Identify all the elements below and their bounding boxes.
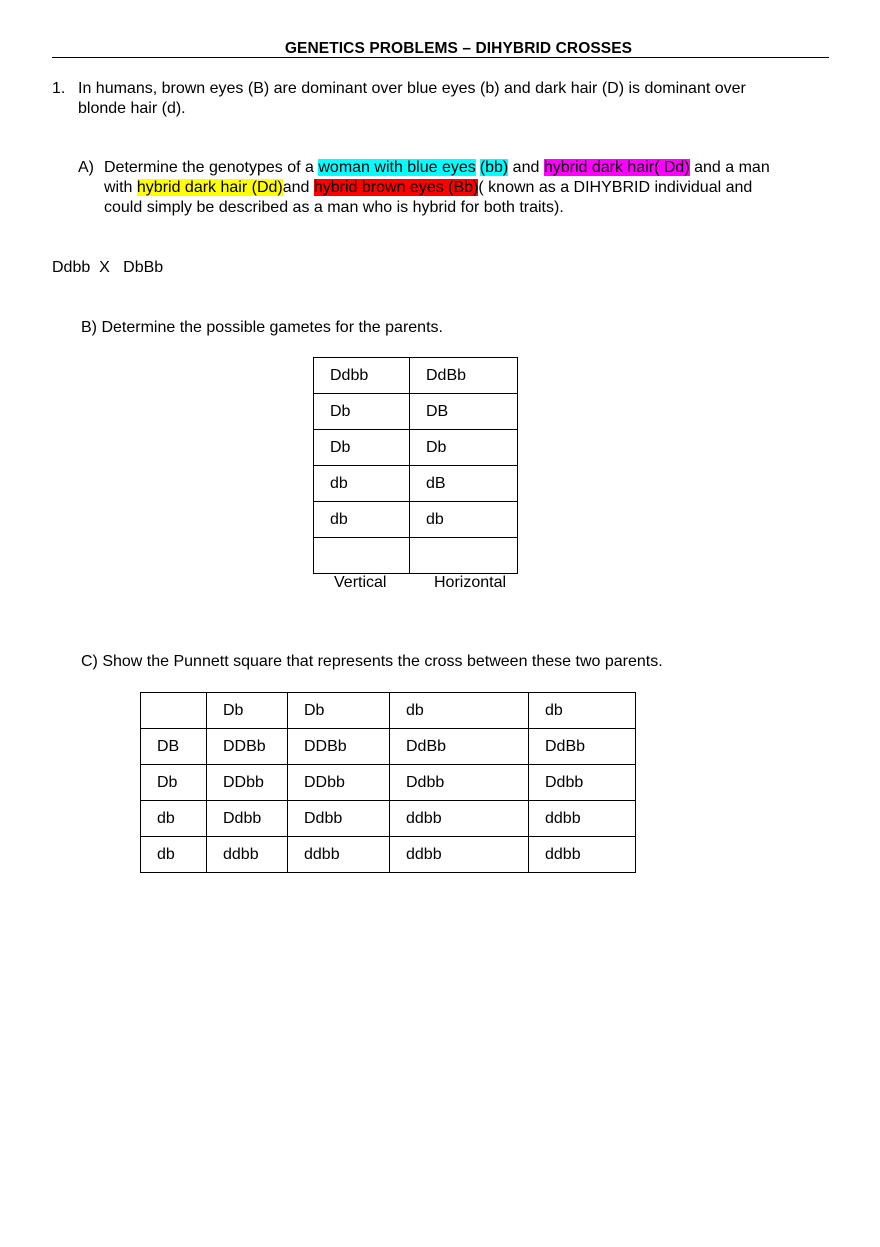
punnett-square-table (140, 692, 636, 873)
punnett-cell: DDBb (288, 729, 390, 765)
punnett-gamete-label: db (141, 837, 207, 873)
punnett-header-row (141, 693, 636, 729)
gametes-cell: db (314, 466, 410, 502)
gametes-cell: Db (314, 430, 410, 466)
gametes-cell: dB (410, 466, 518, 502)
gametes-cell: Db (314, 394, 410, 430)
punnett-cell: DDbb (288, 765, 390, 801)
part-a-text: and a man (689, 159, 770, 176)
cross-answer: Ddbb X DbBb (52, 259, 164, 276)
gametes-cell: db (314, 502, 410, 538)
part-a-text: and (508, 159, 544, 176)
punnett-cell: Ddbb (529, 765, 636, 801)
punnett-cell: ddbb (207, 837, 288, 873)
gametes-row (314, 430, 518, 466)
part-a-text: Determine the genotypes of a (104, 159, 319, 176)
gametes-row (314, 358, 518, 394)
part-a-label: A) (78, 159, 94, 176)
punnett-gamete-label: DB (141, 729, 207, 765)
punnett-cell: ddbb (390, 837, 529, 873)
punnett-gamete-label (141, 693, 207, 729)
punnett-gamete-label: Db (288, 693, 390, 729)
punnett-gamete-label: db (529, 693, 636, 729)
question-text-line-1: In humans, brown eyes (B) are dominant over blue eyes (b) and dark hair (D) is dominant over (78, 80, 746, 97)
highlight-man-hybrid-brown-eyes: hybrid brown eyes (Bb) (313, 179, 479, 196)
punnett-row (141, 801, 636, 837)
punnett-cell: Ddbb (207, 801, 288, 837)
page-title: GENETICS PROBLEMS – DIHYBRID CROSSES (284, 40, 633, 57)
gametes-cell: db (410, 502, 518, 538)
punnett-cell: ddbb (529, 837, 636, 873)
punnett-cell: ddbb (288, 837, 390, 873)
part-a-text: ( known as a DIHYBRID individual and (478, 179, 753, 196)
question-number: 1. (52, 80, 66, 97)
punnett-gamete-label: db (390, 693, 529, 729)
part-a-text: with (104, 179, 137, 196)
part-c-prompt: C) Show the Punnett square that represents the cross between these two parents. (81, 653, 663, 670)
punnett-gamete-label: Db (141, 765, 207, 801)
punnett-cell: ddbb (529, 801, 636, 837)
part-a-line-2 (104, 178, 752, 198)
punnett-row (141, 729, 636, 765)
punnett-cell: ddbb (390, 801, 529, 837)
punnett-cell: Ddbb (390, 765, 529, 801)
highlight-bb: (bb) (479, 159, 509, 176)
gametes-cell (314, 538, 410, 574)
gametes-row (314, 538, 518, 574)
punnett-gamete-label: db (141, 801, 207, 837)
punnett-cell: DdBb (529, 729, 636, 765)
punnett-cell: Ddbb (288, 801, 390, 837)
punnett-row (141, 837, 636, 873)
gametes-cell: DB (410, 394, 518, 430)
highlight-woman-blue-eyes: woman with blue eyes (318, 159, 476, 176)
part-a-line-3: could simply be described as a man who is hybrid for both traits). (104, 199, 564, 216)
punnett-row (141, 765, 636, 801)
gametes-caption-horizontal: Horizontal (434, 574, 507, 591)
punnett-cell: DDbb (207, 765, 288, 801)
punnett-gamete-label: Db (207, 693, 288, 729)
question-text-line-2: blonde hair (d). (78, 100, 186, 117)
gametes-cell: DdBb (410, 358, 518, 394)
gametes-cell (410, 538, 518, 574)
gametes-row (314, 502, 518, 538)
highlight-woman-hybrid-dark-hair: hybrid dark hair( Dd) (543, 159, 690, 176)
punnett-cell: DDBb (207, 729, 288, 765)
part-a-line-1 (104, 158, 770, 178)
gametes-row (314, 394, 518, 430)
title-underline (52, 57, 829, 58)
gametes-row (314, 466, 518, 502)
gametes-table (313, 357, 518, 574)
gametes-cell: Ddbb (314, 358, 410, 394)
part-a-text: and (282, 179, 314, 196)
part-b-prompt: B) Determine the possible gametes for the parents. (81, 319, 443, 336)
gametes-caption-vertical: Vertical (334, 574, 387, 591)
punnett-cell: DdBb (390, 729, 529, 765)
highlight-man-hybrid-dark-hair: hybrid dark hair (Dd) (136, 179, 283, 196)
gametes-cell: Db (410, 430, 518, 466)
